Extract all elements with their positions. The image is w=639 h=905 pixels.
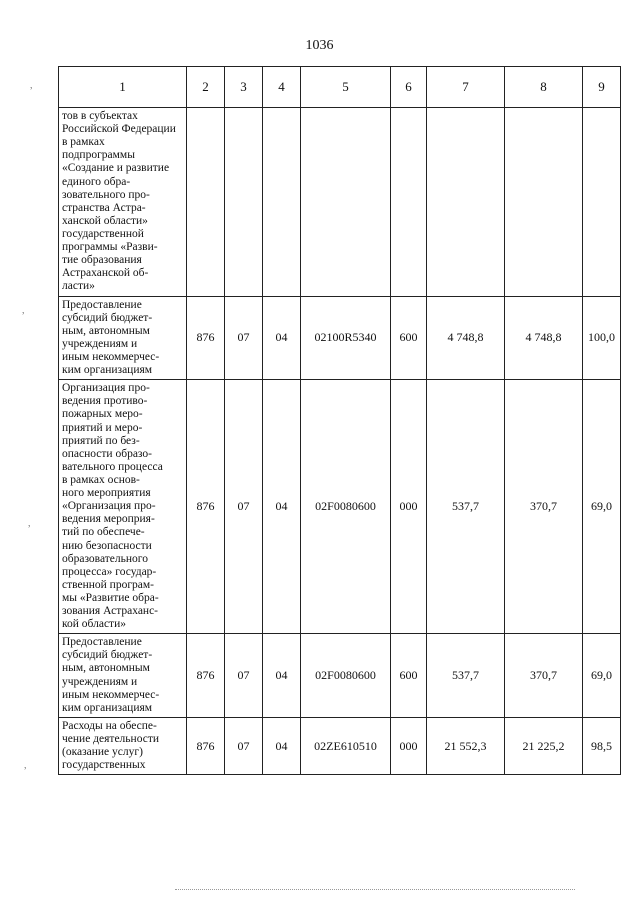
row-description: Расходы на обеспе- чение деятельности (оказание услуг) государственных <box>59 717 187 774</box>
table-cell: 98,5 <box>583 717 621 774</box>
table-cell: 100,0 <box>583 296 621 380</box>
table-cell: 02ZE610510 <box>301 717 391 774</box>
table-cell: 4 748,8 <box>505 296 583 380</box>
scan-mark: , <box>28 518 31 529</box>
table-cell: 04 <box>263 380 301 634</box>
column-header: 2 <box>187 67 225 108</box>
column-header: 4 <box>263 67 301 108</box>
scan-edge-line <box>175 889 575 890</box>
table-cell: 69,0 <box>583 380 621 634</box>
table-cell: 21 225,2 <box>505 717 583 774</box>
table-cell: 07 <box>225 296 263 380</box>
column-header: 1 <box>59 67 187 108</box>
table-cell: 07 <box>225 634 263 718</box>
table-cell <box>505 108 583 297</box>
row-description: Организация про- ведения противо- пожарных меро- приятий и меро- приятий по без- опасности образо- вательного процесса в рамках основ- ного мероприятия «Организация про- ведения мероприя- тий по обеспече- нию безопасности образовательного процесса» государ- ственной програм- мы «Развитие обра- зования Астраханс- кой области» <box>59 380 187 634</box>
table-cell <box>301 108 391 297</box>
table-cell <box>225 108 263 297</box>
table-cell: 000 <box>391 380 427 634</box>
column-header: 8 <box>505 67 583 108</box>
table-cell: 4 748,8 <box>427 296 505 380</box>
column-header: 6 <box>391 67 427 108</box>
scan-mark: , <box>30 80 33 91</box>
table-cell <box>427 108 505 297</box>
table-cell: 02F0080600 <box>301 634 391 718</box>
table-row <box>59 634 621 718</box>
table-header-row <box>59 67 621 108</box>
table-cell: 21 552,3 <box>427 717 505 774</box>
table-cell: 370,7 <box>505 380 583 634</box>
row-description: Предоставление субсидий бюджет- ным, автономным учреждениям и иным некоммерчес- ким организациям <box>59 296 187 380</box>
table-cell: 000 <box>391 717 427 774</box>
row-description: Предоставление субсидий бюджет- ным, автономным учреждениям и иным некоммерчес- ким организациям <box>59 634 187 718</box>
table-cell: 07 <box>225 380 263 634</box>
table-cell: 69,0 <box>583 634 621 718</box>
table-cell: 07 <box>225 717 263 774</box>
table-cell <box>391 108 427 297</box>
table-cell <box>583 108 621 297</box>
scan-mark: , <box>24 760 27 771</box>
table-row <box>59 108 621 297</box>
table-cell <box>187 108 225 297</box>
column-header: 5 <box>301 67 391 108</box>
table-cell <box>263 108 301 297</box>
budget-table <box>58 66 621 775</box>
table-cell: 876 <box>187 634 225 718</box>
scan-mark: , <box>22 305 25 316</box>
table-cell: 04 <box>263 634 301 718</box>
table-cell: 537,7 <box>427 380 505 634</box>
table-cell: 04 <box>263 717 301 774</box>
table-cell: 537,7 <box>427 634 505 718</box>
table-row <box>59 717 621 774</box>
table-cell: 02F0080600 <box>301 380 391 634</box>
table-row <box>59 296 621 380</box>
column-header: 9 <box>583 67 621 108</box>
table-row <box>59 380 621 634</box>
table-cell: 600 <box>391 634 427 718</box>
row-description: тов в субъектах Российской Федерации в рамках подпрограммы «Создание и развитие единого обра- зовательного про- странства Астра- ханской области» государственной программы «Разви- тие образования Астраханской об- ласти» <box>59 108 187 297</box>
table-cell: 600 <box>391 296 427 380</box>
table-cell: 876 <box>187 296 225 380</box>
table-cell: 876 <box>187 717 225 774</box>
page-number: 1036 <box>305 38 334 53</box>
column-header: 3 <box>225 67 263 108</box>
table-cell: 370,7 <box>505 634 583 718</box>
table-cell: 02100R5340 <box>301 296 391 380</box>
table-cell: 876 <box>187 380 225 634</box>
table-cell: 04 <box>263 296 301 380</box>
column-header: 7 <box>427 67 505 108</box>
